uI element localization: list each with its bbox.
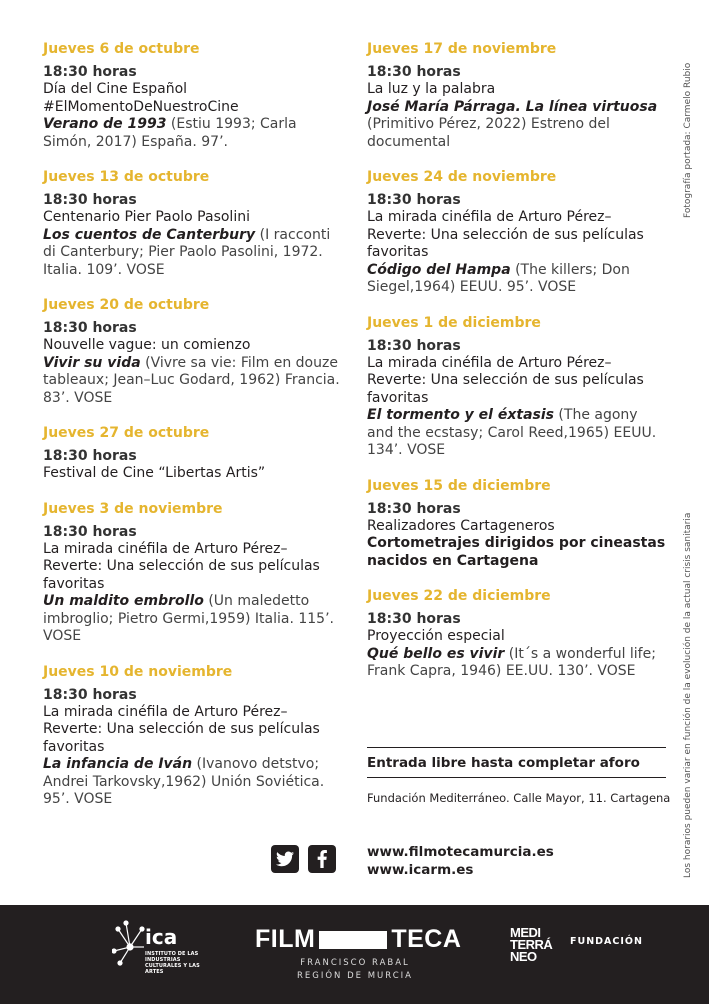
film-info: (Primitivo Pérez, 2022) Estreno del documental <box>367 116 610 150</box>
event-program: La luz y la palabra <box>367 81 496 97</box>
event-program: La mirada cinéfila de Arturo Pérez–Reverte: Una selección de sus películas favoritas <box>43 703 320 755</box>
event-entry <box>367 40 667 151</box>
ica-logo-subtitle: INSTITUTO DE LAS INDUSTRIAS CULTURALES Y LAS ARTES <box>145 951 200 975</box>
footer-bar <box>0 905 709 1004</box>
event-highlight: Cortometrajes dirigidos por cineastas nacidos en Cartagena <box>367 535 666 569</box>
website-filmoteca-link[interactable]: www.filmotecamurcia.es <box>367 844 554 860</box>
entrada-libre: Entrada libre hasta completar aforo <box>367 755 640 771</box>
medi-line-1: MEDI <box>510 925 541 940</box>
fundacion-label: FUNDACIÓN <box>570 936 643 947</box>
filmoteca-sub1: FRANCISCO RABAL <box>300 958 410 968</box>
filmoteca-block-icon <box>319 931 387 949</box>
film-info: (I racconti di Canterbury; Pier Paolo Pasolini, 1972. Italia. 109’. VOSE <box>43 226 331 278</box>
event-program: Realizadores Cartageneros <box>367 517 555 534</box>
event-program: Día del Cine Español <box>43 81 188 97</box>
filmoteca-sub2: REGIÓN DE MURCIA <box>296 971 414 981</box>
event-entry <box>367 314 667 460</box>
event-time: 18:30 horas <box>43 320 137 336</box>
event-time: 18:30 horas <box>367 337 461 354</box>
twitter-icon[interactable] <box>271 845 299 873</box>
event-program: Festival de Cine “Libertas Artis” <box>43 465 266 481</box>
film-title: Un maldito embrollo <box>43 593 204 609</box>
event-entry <box>367 168 667 297</box>
event-time: 18:30 horas <box>43 686 137 703</box>
film-title: Qué bello es vivir <box>367 645 505 662</box>
event-entry <box>43 168 343 279</box>
event-date: Jueves 3 de noviembre <box>43 500 223 517</box>
event-date: Jueves 22 de diciembre <box>367 588 551 604</box>
divider-bottom <box>367 777 666 778</box>
event-date: Jueves 10 de noviembre <box>43 663 233 680</box>
medi-line-3: NEO <box>510 949 537 964</box>
event-entry <box>43 663 343 809</box>
event-date: Jueves 20 de octubre <box>43 297 210 313</box>
film-title: José María Párraga. La línea virtuosa <box>367 98 658 115</box>
event-entry <box>367 477 667 571</box>
event-time: 18:30 horas <box>43 192 137 208</box>
film-title: La infancia de Iván <box>43 756 193 772</box>
event-entry <box>43 424 343 483</box>
film-info: (The killers; Don Siegel,1964) EEUU. 95’. VOSE <box>367 261 630 295</box>
filmoteca-right: TECA <box>391 925 462 953</box>
film-info: (Vivre sa vie: Film en douze tableaux; Jean–Luc Godard, 1962) Francia. 83’. VOSE <box>43 354 340 406</box>
film-info: (The agony and the ecstasy; Carol Reed,1965) EEUU. 134’. VOSE <box>367 407 657 458</box>
event-date: Jueves 6 de octubre <box>43 41 200 57</box>
event-date: Jueves 17 de noviembre <box>367 41 557 57</box>
event-date: Jueves 13 de octubre <box>43 169 210 185</box>
mediterraneo-logo <box>510 927 552 963</box>
ica-logo-text: ica <box>145 925 178 949</box>
right-column <box>367 40 667 698</box>
website-icarm-link[interactable]: www.icarm.es <box>367 862 474 878</box>
film-info: (It´s a wonderful life; Frank Capra, 1946) EE.UU. 130’. VOSE <box>367 645 656 679</box>
event-date: Jueves 15 de diciembre <box>367 477 551 494</box>
event-entry <box>367 587 667 681</box>
venue-address: Fundación Mediterráneo. Calle Mayor, 11. Cartagena <box>367 791 671 805</box>
film-title: Los cuentos de Canterbury <box>43 226 256 243</box>
event-date: Jueves 1 de diciembre <box>367 314 541 331</box>
event-entry <box>43 296 343 407</box>
film-info: (Estiu 1993; Carla Simón, 2017) España. 97’. <box>43 116 297 150</box>
film-title: Verano de 1993 <box>43 116 167 132</box>
facebook-icon[interactable] <box>308 845 336 873</box>
event-entry <box>43 500 343 646</box>
divider-top <box>367 747 666 748</box>
event-program: Nouvelle vague: un comienzo <box>43 337 251 353</box>
vertical-schedule-notice: Los horarios pueden variar en función de la evolución de la actual crisis sanitaria <box>683 512 693 878</box>
event-time: 18:30 horas <box>367 64 461 80</box>
event-date: Jueves 27 de octubre <box>43 425 210 441</box>
event-time: 18:30 horas <box>43 523 137 540</box>
event-program: Centenario Pier Paolo Pasolini <box>43 209 250 225</box>
event-time: 18:30 horas <box>43 64 137 80</box>
event-program: La mirada cinéfila de Arturo Pérez–Reverte: Una selección de sus películas favoritas <box>43 540 320 592</box>
filmoteca-logo <box>255 925 461 954</box>
event-program: #ElMomentoDeNuestroCine <box>43 98 239 115</box>
film-title: Vivir su vida <box>43 354 141 371</box>
event-time: 18:30 horas <box>367 611 461 627</box>
film-info: (Un maledetto imbroglio; Pietro Germi,1959) Italia. 115’. VOSE <box>43 593 334 644</box>
event-program: Proyección especial <box>367 628 505 644</box>
event-time: 18:30 horas <box>367 192 461 208</box>
event-time: 18:30 horas <box>367 500 461 517</box>
event-time: 18:30 horas <box>43 448 137 464</box>
filmoteca-left: FILM <box>255 925 316 953</box>
event-program: La mirada cinéfila de Arturo Pérez–Reverte: Una selección de sus películas favoritas <box>367 209 644 260</box>
vertical-photo-credit: Fotografía portada: Carmelo Rubio <box>683 62 693 218</box>
film-title: Código del Hampa <box>367 261 511 278</box>
left-column <box>43 40 343 826</box>
event-program: La mirada cinéfila de Arturo Pérez–Reverte: Una selección de sus películas favoritas <box>367 354 644 406</box>
film-title: El tormento y el éxtasis <box>367 407 554 423</box>
film-info: (Ivanovo detstvo; Andrei Tarkovsky,1962) Unión Soviética. 95’. VOSE <box>43 756 325 807</box>
medi-line-2: TERRÁ <box>510 937 553 952</box>
event-date: Jueves 24 de noviembre <box>367 169 557 185</box>
event-entry <box>43 40 343 151</box>
